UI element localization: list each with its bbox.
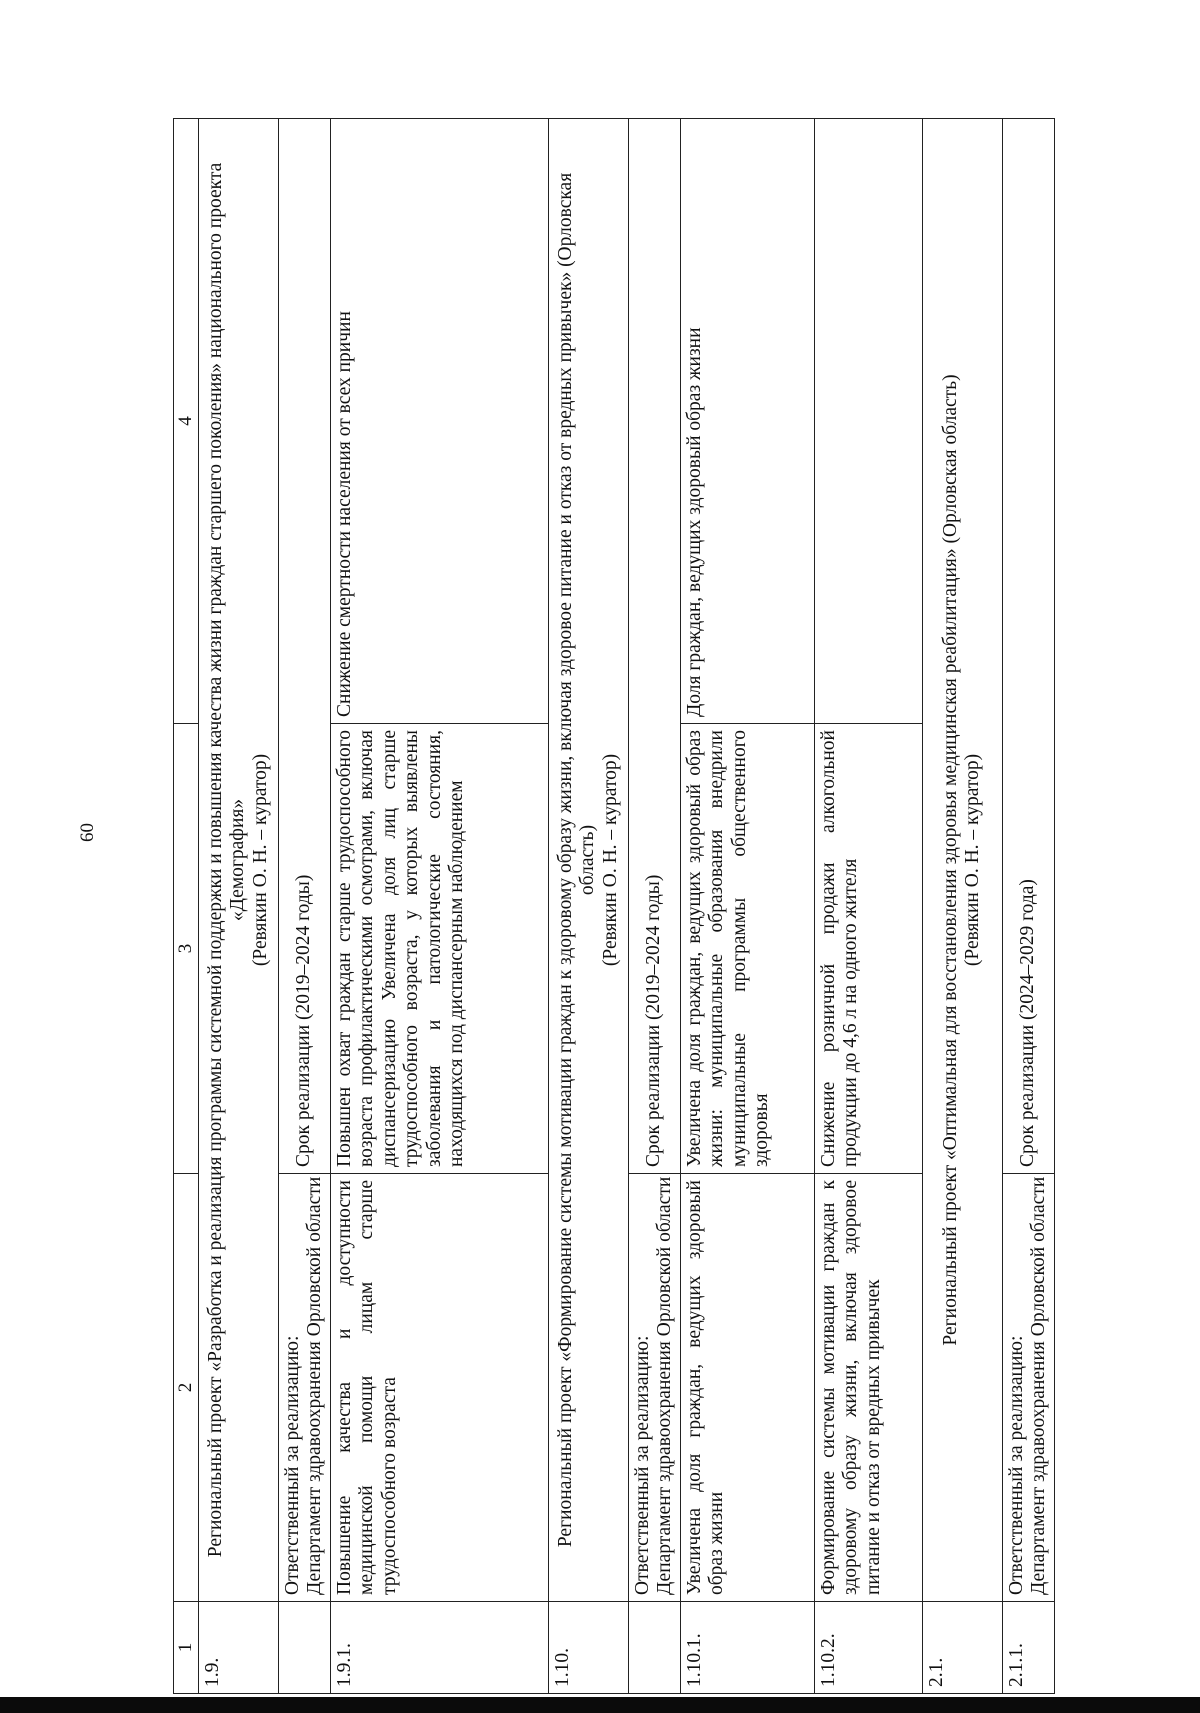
row-task: Формирование системы мотивации граждан к здоровому образу жизни, включая здоровое питание и отказ от вредных привычек [814, 1174, 922, 1602]
responsible-dept: Департамент здравоохранения Орловской области [654, 1176, 676, 1595]
responsible-row [278, 119, 330, 1694]
row-task: Увеличена доля граждан, ведущих здоровый образ жизни [680, 1174, 814, 1602]
project-title [548, 119, 628, 1602]
section-number: 2.1. [922, 1602, 1002, 1694]
project-curator: (Ревякин О. Н. – куратор) [599, 753, 621, 967]
row-indicator: Доля граждан, ведущих здоровый образ жизни [680, 119, 814, 724]
project-name: Региональный проект «Разработка и реализация программы системной поддержки и повышения качества жизни граждан старшего поколения» национального проекта «Демография» [204, 162, 249, 1558]
rotated-table-container [173, 119, 1051, 1694]
row-result: Снижение розничной продажи алкогольной продукции до 4,6 л на одного жителя [814, 724, 922, 1174]
row-result: Увеличена доля граждан, ведущих здоровый образ жизни: муниципальные образования внедрили муниципальные программы общественного здоровья [680, 724, 814, 1174]
project-row [198, 119, 278, 1694]
row-number: 1.10.1. [680, 1602, 814, 1694]
project-name: Региональный проект «Формирование системы мотивации граждан к здоровому образу жизни, включая здоровое питание и отказ от вредных привычек» (Орловская область) [554, 172, 599, 1548]
scan-edge-bar [0, 1697, 1200, 1713]
project-row [548, 119, 628, 1694]
section-number: 1.10. [548, 1602, 628, 1694]
project-curator: (Ревякин О. Н. – куратор) [249, 753, 271, 967]
column-header-3: 3 [174, 724, 199, 1174]
responsible-cell [628, 1174, 680, 1602]
project-title [198, 119, 278, 1602]
project-row [922, 119, 1002, 1694]
row-number: 1.9.1. [330, 1602, 548, 1694]
responsible-label: Ответственный за реализацию: [281, 1335, 303, 1595]
column-header-4: 4 [174, 119, 199, 724]
header-row [174, 119, 199, 1694]
row-number: 2.1.1. [1002, 1602, 1054, 1694]
responsible-label: Ответственный за реализацию: [1005, 1335, 1027, 1595]
responsible-row [1002, 119, 1054, 1694]
row-task: Повышение качества и доступности медицинской помощи лицам старше трудоспособного возраста [330, 1174, 548, 1602]
responsible-row [628, 119, 680, 1694]
table-row [680, 119, 814, 1694]
responsible-label: Ответственный за реализацию: [631, 1335, 653, 1595]
column-header-1: 1 [174, 1602, 199, 1694]
term-cell: Срок реализации (2019–2024 годы) [628, 119, 680, 1174]
row-indicator: Снижение смертности населения от всех причин [330, 119, 548, 724]
responsible-dept: Департамент здравоохранения Орловской области [1028, 1176, 1050, 1595]
column-header-2: 2 [174, 1174, 199, 1602]
row-number: 1.10.2. [814, 1602, 922, 1694]
project-curator: (Ревякин О. Н. – куратор) [962, 753, 984, 967]
responsible-cell [1002, 1174, 1054, 1602]
responsible-dept: Департамент здравоохранения Орловской области [304, 1176, 326, 1595]
row-result: Повышен охват граждан старше трудоспособного возраста профилактическими осмотрами, включая диспансеризацию Увеличена доля лиц старше трудоспособного возраста, у которых выявлены заболевания и патологические состояния, находящихся под диспансерным наблюдением [330, 724, 548, 1174]
section-number: 1.9. [198, 1602, 278, 1694]
program-table [173, 118, 1055, 1694]
project-title [922, 119, 1002, 1602]
table-row [330, 119, 548, 1694]
row-indicator [814, 119, 922, 724]
term-cell: Срок реализации (2019–2024 годы) [278, 119, 330, 1174]
responsible-cell [278, 1174, 330, 1602]
table-row [814, 119, 922, 1694]
project-name: Региональный проект «Оптимальная для восстановления здоровья медицинская реабилитация» (Орловская область) [939, 374, 961, 1346]
term-cell: Срок реализации (2024–2029 года) [1002, 119, 1054, 1174]
page-number: 60 [77, 823, 98, 842]
